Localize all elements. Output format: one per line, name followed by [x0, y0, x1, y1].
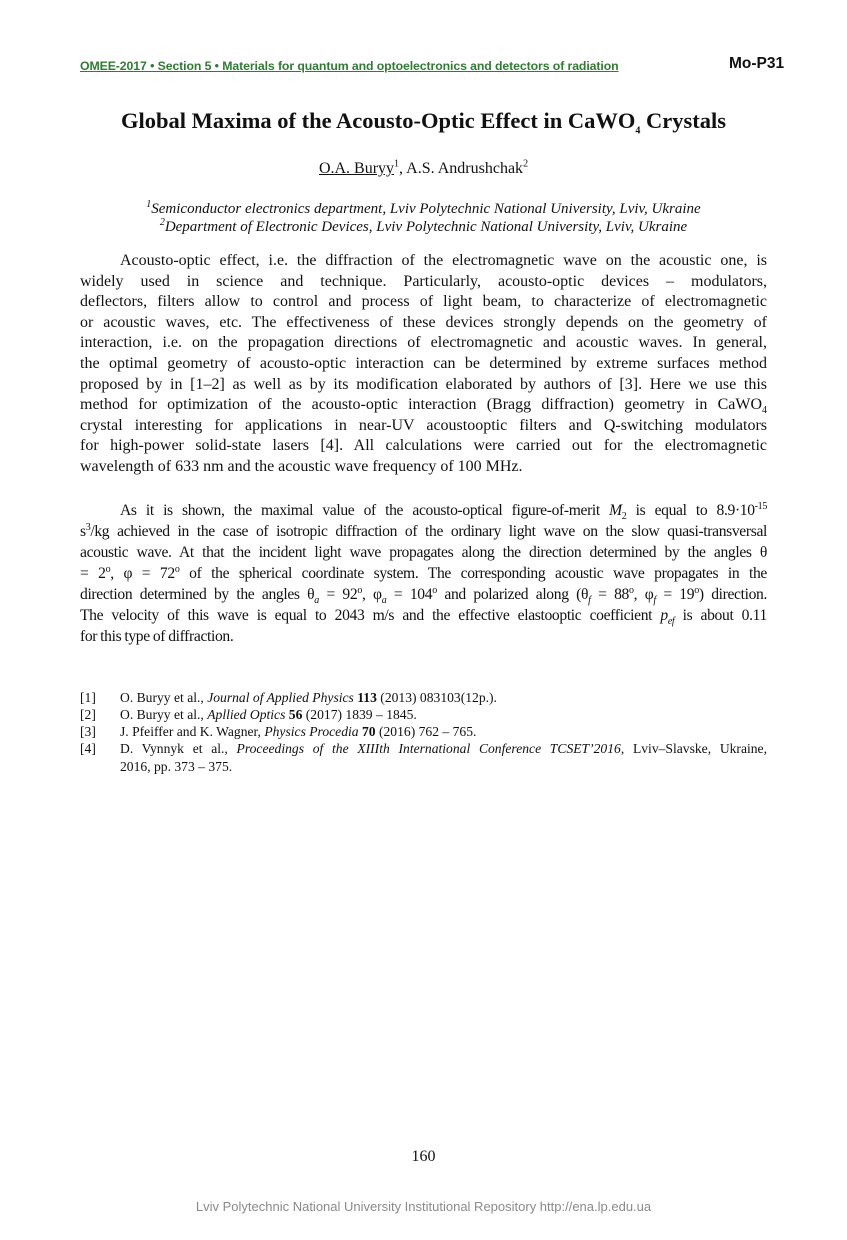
paragraph-line: [80, 333, 767, 353]
text-segment: the optimal geometry of acousto-optic interaction can be determined by extreme surfaces method: [80, 355, 767, 372]
paragraph-line: [120, 501, 767, 521]
text-segment: and polarized along (θ: [436, 586, 589, 603]
text-segment: = 104: [386, 586, 433, 603]
paragraph-line: [80, 627, 767, 647]
paragraph-line: [80, 292, 767, 312]
paragraph-line: [80, 354, 767, 374]
text-segment: method for optimization of the acousto-optic interaction (Bragg diffraction) geometry in CaWO: [80, 396, 762, 414]
text-segment: a: [314, 595, 319, 607]
text-segment: Physics Procedia: [264, 724, 359, 739]
text-segment: (2013) 083103(12p.).: [376, 690, 497, 705]
author-name: A.S. Andrushchak: [406, 160, 524, 177]
page-number: 160: [411, 1148, 436, 1165]
text-segment: = 2: [80, 565, 106, 582]
text-segment: o: [357, 584, 362, 596]
paragraph-line: [80, 375, 767, 395]
paragraph-line: [80, 522, 767, 542]
paragraph-line: [80, 272, 767, 292]
author-separator: ,: [399, 160, 407, 177]
text-segment: is equal to 8.9·10: [626, 502, 755, 519]
paragraph-line: [80, 416, 767, 436]
paragraph-line: [80, 564, 767, 584]
text-segment: D. Vynnyk et al.,: [120, 741, 237, 756]
text-segment: of the spherical coordinate system. The corresponding acoustic wave propagates in the: [179, 565, 767, 582]
text-segment: Apllied Optics: [207, 707, 286, 722]
text-segment: As it is shown, the maximal value of the acousto-optical figure-of-merit: [120, 502, 610, 519]
paper-title: [0, 108, 847, 137]
text-segment: 4: [762, 405, 767, 417]
paragraph-line: [80, 606, 767, 626]
text-segment: 56: [288, 707, 303, 722]
reference-number: [4]: [80, 741, 96, 756]
running-head: OMEE-2017 • Section 5 • Materials for quantum and optoelectronics and detectors of radiation: [80, 59, 619, 73]
affiliation-mark: 1: [146, 199, 152, 210]
text-segment: o: [105, 563, 111, 575]
text-segment: o: [432, 584, 437, 596]
paragraph-line: [80, 457, 767, 477]
reference-text: [120, 723, 767, 740]
text-segment: Journal of Applied Physics: [207, 690, 354, 705]
text-segment: ef: [667, 616, 675, 628]
text-segment: 2016, pp. 373 – 375.: [120, 758, 233, 774]
text-segment: proposed by in [1–2] as well as by its modification elaborated by authors of [3]. Here we use this: [80, 375, 767, 393]
text-segment: crystal interesting for applications in near-UV acoustooptic filters and Q-switching modulators: [80, 416, 767, 434]
text-segment: o: [628, 584, 634, 596]
text-segment: 113: [357, 690, 377, 705]
text-segment: 70: [361, 724, 376, 739]
text-segment: (2016) 762 – 765.: [375, 724, 477, 739]
author-affiliation-mark: 2: [523, 158, 529, 170]
text-segment: p: [660, 607, 668, 624]
text-segment: , φ: [633, 586, 654, 603]
text-segment: f: [588, 595, 591, 607]
text-segment: is about 0.11: [674, 607, 767, 624]
text-segment: for this type of diffraction.: [80, 628, 234, 645]
affiliation: [0, 201, 847, 218]
text-segment: 2: [621, 511, 627, 523]
text-segment: M: [609, 502, 622, 519]
reference-text: [120, 740, 767, 757]
author-affiliation-mark: 1: [394, 158, 400, 170]
affiliation: [0, 219, 847, 236]
text-segment: = 19: [655, 586, 695, 603]
text-segment: o: [694, 584, 699, 596]
text-segment: widely used in science and technique. Particularly, acousto-optic devices – modulators,: [80, 272, 767, 290]
repository-footer: Lviv Polytechnic National University Institutional Repository http://ena.lp.edu.ua: [195, 1199, 652, 1214]
text-segment: The velocity of this wave is equal to 2043 m/s and the effective elastooptic coefficient: [80, 607, 661, 624]
text-segment: acoustic wave. At that the incident light wave propagates along the direction determined by the angles θ: [80, 544, 767, 561]
title-tail: Crystals: [640, 108, 726, 133]
text-segment: o: [174, 563, 180, 575]
text-segment: = 88: [590, 586, 629, 603]
text-segment: O. Buryy et al.,: [120, 690, 208, 705]
reference-text: [120, 758, 767, 775]
text-segment: Proceedings of the XIIIth International Conference TCSET’2016: [236, 741, 621, 756]
text-segment: , φ = 72: [110, 565, 175, 582]
text-segment: or acoustic waves, etc. The effectiveness of these devices strongly depends on the geometry of: [80, 313, 767, 331]
paragraph-line: [80, 313, 767, 333]
text-segment: f: [653, 595, 656, 607]
text-segment: for high-power solid-state lasers [4]. All calculations were carried out for the electromagnetic: [80, 437, 767, 455]
text-segment: , Lviv–Slavske, Ukraine,: [620, 741, 767, 756]
title-subscript: 4: [635, 125, 641, 137]
text-segment: 3: [85, 521, 91, 533]
title-text: Global Maxima of the Acousto-Optic Effect in CaWO: [121, 108, 636, 133]
text-segment: direction determined by the angles θ: [80, 586, 315, 603]
text-segment: ) direction.: [698, 586, 768, 603]
text-segment: /kg achieved in the case of isotropic diffraction of the ordinary light wave on the slow quasi-transversal: [90, 523, 767, 540]
author-name: O.A. Buryy: [318, 160, 395, 177]
authors: [0, 160, 847, 178]
text-segment: (2017) 1839 – 1845.: [302, 707, 417, 722]
text-segment: Acousto-optic effect, i.e. the diffraction of the electromagnetic wave on the acoustic one, is: [120, 252, 767, 269]
text-segment: s: [80, 523, 86, 540]
reference-number: [3]: [80, 724, 96, 739]
paragraph-line: [80, 543, 767, 563]
text-segment: , φ: [361, 586, 382, 603]
paragraph-line: [80, 395, 767, 415]
reference-text: [120, 706, 767, 723]
text-segment: a: [381, 595, 387, 607]
reference-number: [1]: [80, 690, 96, 705]
affiliation-mark: 2: [159, 217, 165, 228]
text-segment: J. Pfeiffer and K. Wagner,: [120, 724, 265, 739]
text-segment: O. Buryy et al.,: [120, 707, 208, 722]
reference-text: [120, 689, 767, 706]
affiliation-text: Semiconductor electronics department, Lviv Polytechnic National University, Lviv, Ukraine: [151, 201, 701, 217]
text-segment: interaction, i.e. on the propagation directions of electromagnetic and acoustic waves. In general,: [80, 334, 767, 352]
paragraph-line: [120, 251, 767, 271]
text-segment: = 92: [318, 586, 358, 603]
text-segment: deflectors, filters allow to control and process of light beam, to characterize of electromagnetic: [80, 293, 767, 311]
paragraph-line: [80, 436, 767, 456]
paragraph-line: [80, 585, 767, 605]
text-segment: wavelength of 633 nm and the acoustic wave frequency of 100 MHz.: [80, 458, 523, 475]
reference-number: [2]: [80, 707, 96, 722]
paper-code: Mo-P31: [729, 55, 785, 72]
affiliation-text: Department of Electronic Devices, Lviv Polytechnic National University, Lviv, Ukraine: [164, 219, 688, 235]
text-segment: -15: [754, 500, 767, 512]
